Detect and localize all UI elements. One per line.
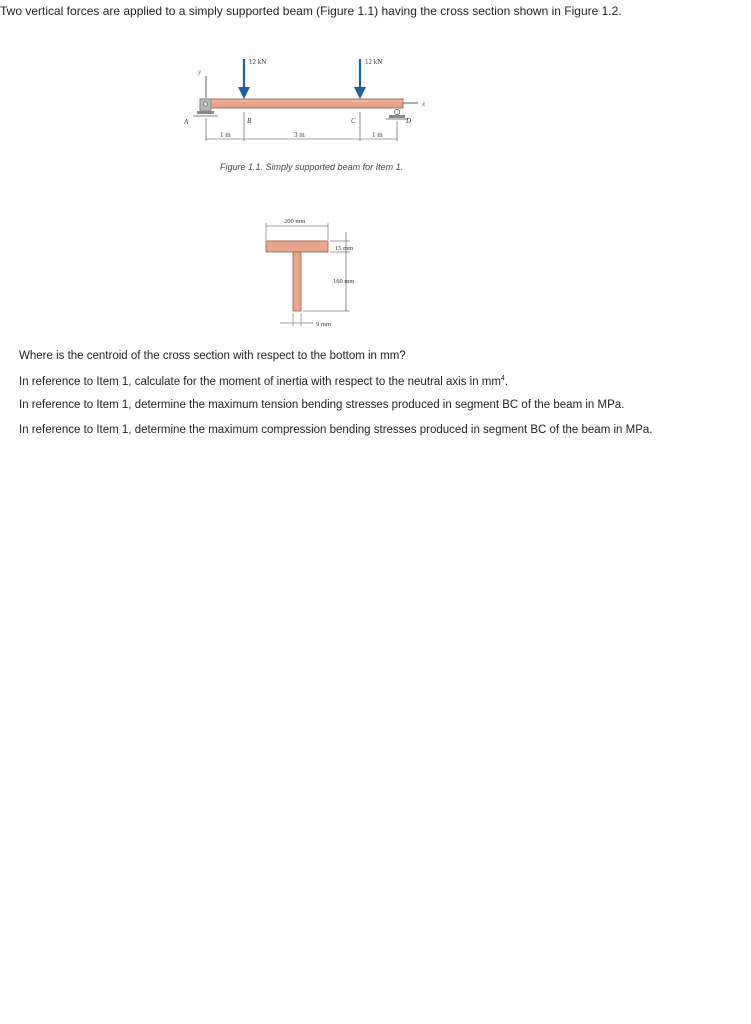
dim-ab: 1 m (220, 131, 231, 139)
label-a: A (184, 118, 189, 126)
question-2-text: In reference to Item 1, calculate for the moment of inertia with respect to the neutral axis in mm (19, 375, 501, 388)
t-section-figure (255, 210, 385, 335)
dim-bc: 3 m (294, 131, 305, 139)
question-1: Where is the centroid of the cross section with respect to the bottom in mm? (19, 350, 406, 362)
beam (200, 99, 403, 108)
label-x: x (422, 100, 426, 108)
flange-width-label: 200 mm (284, 218, 306, 225)
load-label-b: 12 kN (249, 58, 267, 66)
question-2 (19, 375, 508, 388)
label-b: B (247, 117, 252, 125)
load-label-c: 12 kN (365, 58, 383, 66)
web-thickness-label: 9 mm (316, 321, 331, 328)
depth-label: 160 mm (333, 278, 355, 285)
t-web (293, 252, 301, 311)
question-3: In reference to Item 1, determine the maximum tension bending stresses produced in segment BC of the beam in MPa. (19, 399, 625, 411)
question-4: In reference to Item 1, determine the maximum compression bending stresses produced in segment BC of the beam in MPa. (19, 424, 653, 436)
label-c: C (351, 117, 356, 125)
beam-figure (170, 48, 440, 158)
t-flange (266, 241, 328, 252)
label-d: D (406, 117, 412, 125)
roller-support-d (386, 109, 408, 119)
dim-cd: 1 m (372, 131, 383, 139)
flange-thickness-label: 15 mm (335, 245, 354, 252)
question-2-end: . (504, 375, 509, 388)
figure-1-caption: Figure 1.1. Simply supported beam for Item 1. (220, 162, 404, 172)
question-2-exponent: 4 (500, 375, 505, 382)
intro-text: Two vertical forces are applied to a simply supported beam (Figure 1.1) having the cross section shown in Figure 1.2. (0, 4, 622, 18)
label-y: y (198, 68, 202, 76)
